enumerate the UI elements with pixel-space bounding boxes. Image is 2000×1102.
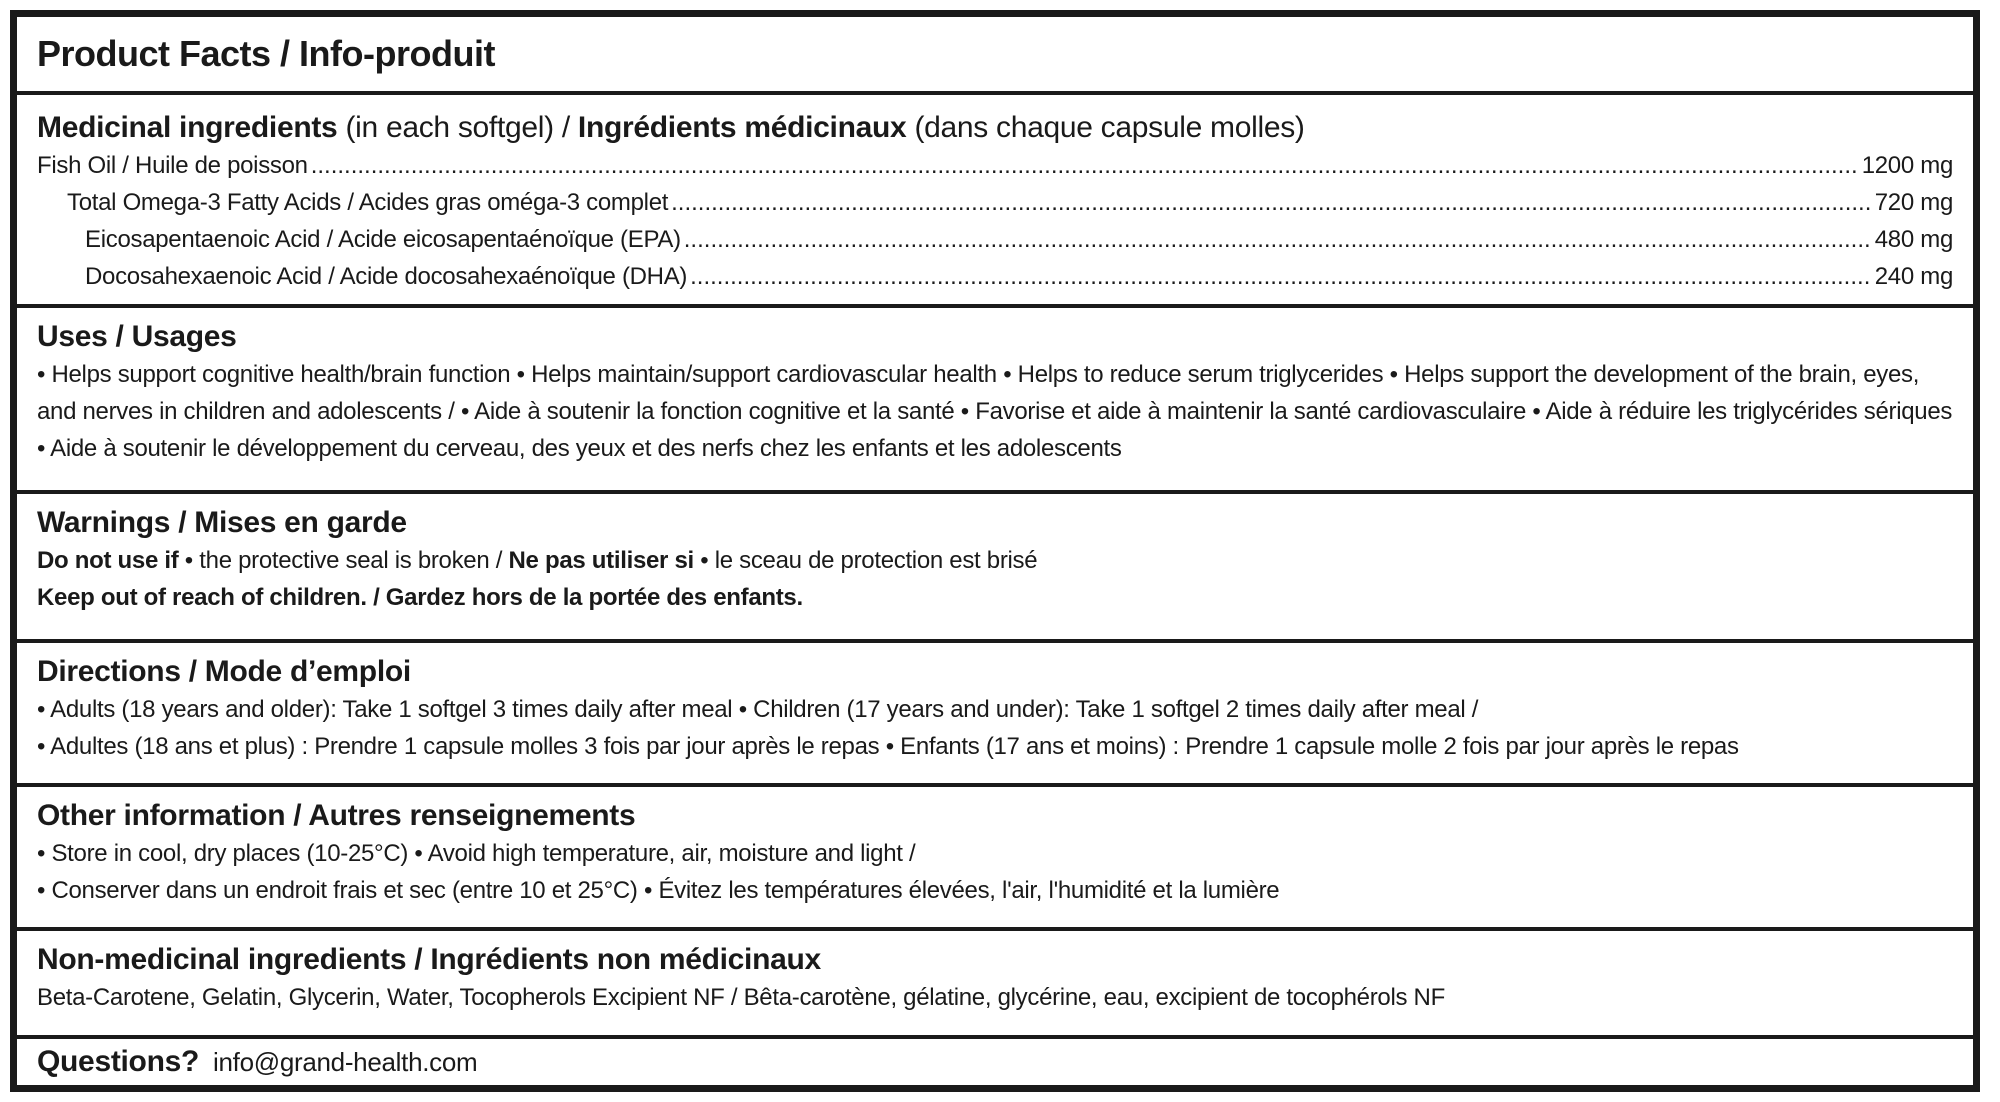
keep-out-warning: Keep out of reach of children. / Gardez hors de la portée des enfants. — [37, 584, 803, 611]
other-info-fr: • Conserver dans un endroit frais et sec (entre 10 et 25°C) • Évitez les températures élevées, l'air, l'humidité et la lumière — [37, 877, 1280, 904]
do-not-use-en: Do not use if — [37, 547, 179, 574]
ingredient-amount: 1200 mg — [1861, 152, 1953, 179]
dot-leader — [684, 221, 1872, 258]
ingredient-name: Docosahexaenoic Acid / Acide docosahexaénoïque (DHA) — [85, 263, 688, 290]
ingredient-row — [37, 184, 1953, 221]
do-not-use-fr: Ne pas utiliser si — [508, 547, 694, 574]
ingredient-amount: 480 mg — [1874, 226, 1953, 253]
directions-en: • Adults (18 years and older): Take 1 softgel 3 times daily after meal • Children (17 years and under): Take 1 softgel 2 times daily after meal / — [37, 696, 1479, 723]
non-medicinal-heading: Non-medicinal ingredients / Ingrédients non médicinaux — [37, 943, 821, 976]
ingredient-row — [37, 221, 1953, 258]
uses-heading: Uses / Usages — [37, 320, 237, 353]
other-info-en: • Store in cool, dry places (10-25°C) • Avoid high temperature, air, moisture and light / — [37, 840, 916, 867]
product-facts-panel — [10, 10, 1980, 1092]
do-not-use-line — [37, 542, 1953, 579]
medicinal-heading-en-note: (in each softgel) / — [337, 111, 578, 144]
other-info-heading: Other information / Autres renseignements — [37, 799, 636, 832]
non-medicinal-text: Beta-Carotene, Gelatin, Glycerin, Water, Tocopherols Excipient NF / Bêta-carotène, gélatine, glycérine, eau, excipient de tocophérols NF — [37, 984, 1445, 1011]
ingredient-name: Total Omega-3 Fatty Acids / Acides gras oméga-3 complet — [67, 189, 669, 216]
directions-heading: Directions / Mode d’emploi — [37, 655, 411, 688]
ingredient-row — [37, 258, 1953, 295]
ingredient-row — [37, 147, 1953, 184]
uses-text: • Helps support cognitive health/brain function • Helps maintain/support cardiovascular health • Helps to reduce serum triglycerides • Helps support the development of the brain, eyes, and nerves in children and adolescents / • Aide à soutenir la fonction cognitive et la santé • Favorise et aide à maintenir la santé cardiovasculaire • Aide à réduire les triglycérides sériques • Aide à soutenir le développement du cerveau, des yeux et des nerfs chez les enfants et les adolescents — [37, 361, 1953, 462]
medicinal-heading — [37, 109, 1953, 147]
non-medicinal-section — [17, 927, 1973, 1035]
questions-section — [17, 1035, 1973, 1085]
directions-section — [17, 639, 1973, 783]
medicinal-heading-fr: Ingrédients médicinaux — [577, 111, 907, 144]
uses-section — [17, 304, 1973, 490]
title-section — [17, 17, 1973, 91]
do-not-use-en-text: • the protective seal is broken / — [178, 547, 509, 574]
questions-label: Questions? — [37, 1045, 200, 1078]
directions-fr: • Adultes (18 ans et plus) : Prendre 1 capsule molles 3 fois par jour après le repas • Enfants (17 ans et moins) : Prendre 1 capsule molle 2 fois par jour après le repas — [37, 733, 1739, 760]
medicinal-heading-fr-note: (dans chaque capsule molles) — [906, 111, 1305, 144]
ingredient-name: Eicosapentaenoic Acid / Acide eicosapentaénoïque (EPA) — [85, 226, 681, 253]
ingredient-name: Fish Oil / Huile de poisson — [37, 152, 308, 179]
dot-leader — [671, 184, 1872, 221]
do-not-use-fr-text: • le sceau de protection est brisé — [693, 547, 1038, 574]
page-title: Product Facts / Info-produit — [37, 33, 495, 74]
other-info-section — [17, 783, 1973, 927]
warnings-section — [17, 490, 1973, 639]
ingredient-amount: 240 mg — [1874, 263, 1953, 290]
dot-leader — [690, 258, 1872, 295]
warnings-heading: Warnings / Mises en garde — [37, 506, 407, 539]
ingredient-amount: 720 mg — [1874, 189, 1953, 216]
medicinal-ingredients-section — [17, 91, 1973, 304]
dot-leader — [311, 147, 1859, 184]
contact-email: info@grand-health.com — [213, 1046, 478, 1077]
medicinal-heading-en: Medicinal ingredients — [37, 111, 338, 144]
